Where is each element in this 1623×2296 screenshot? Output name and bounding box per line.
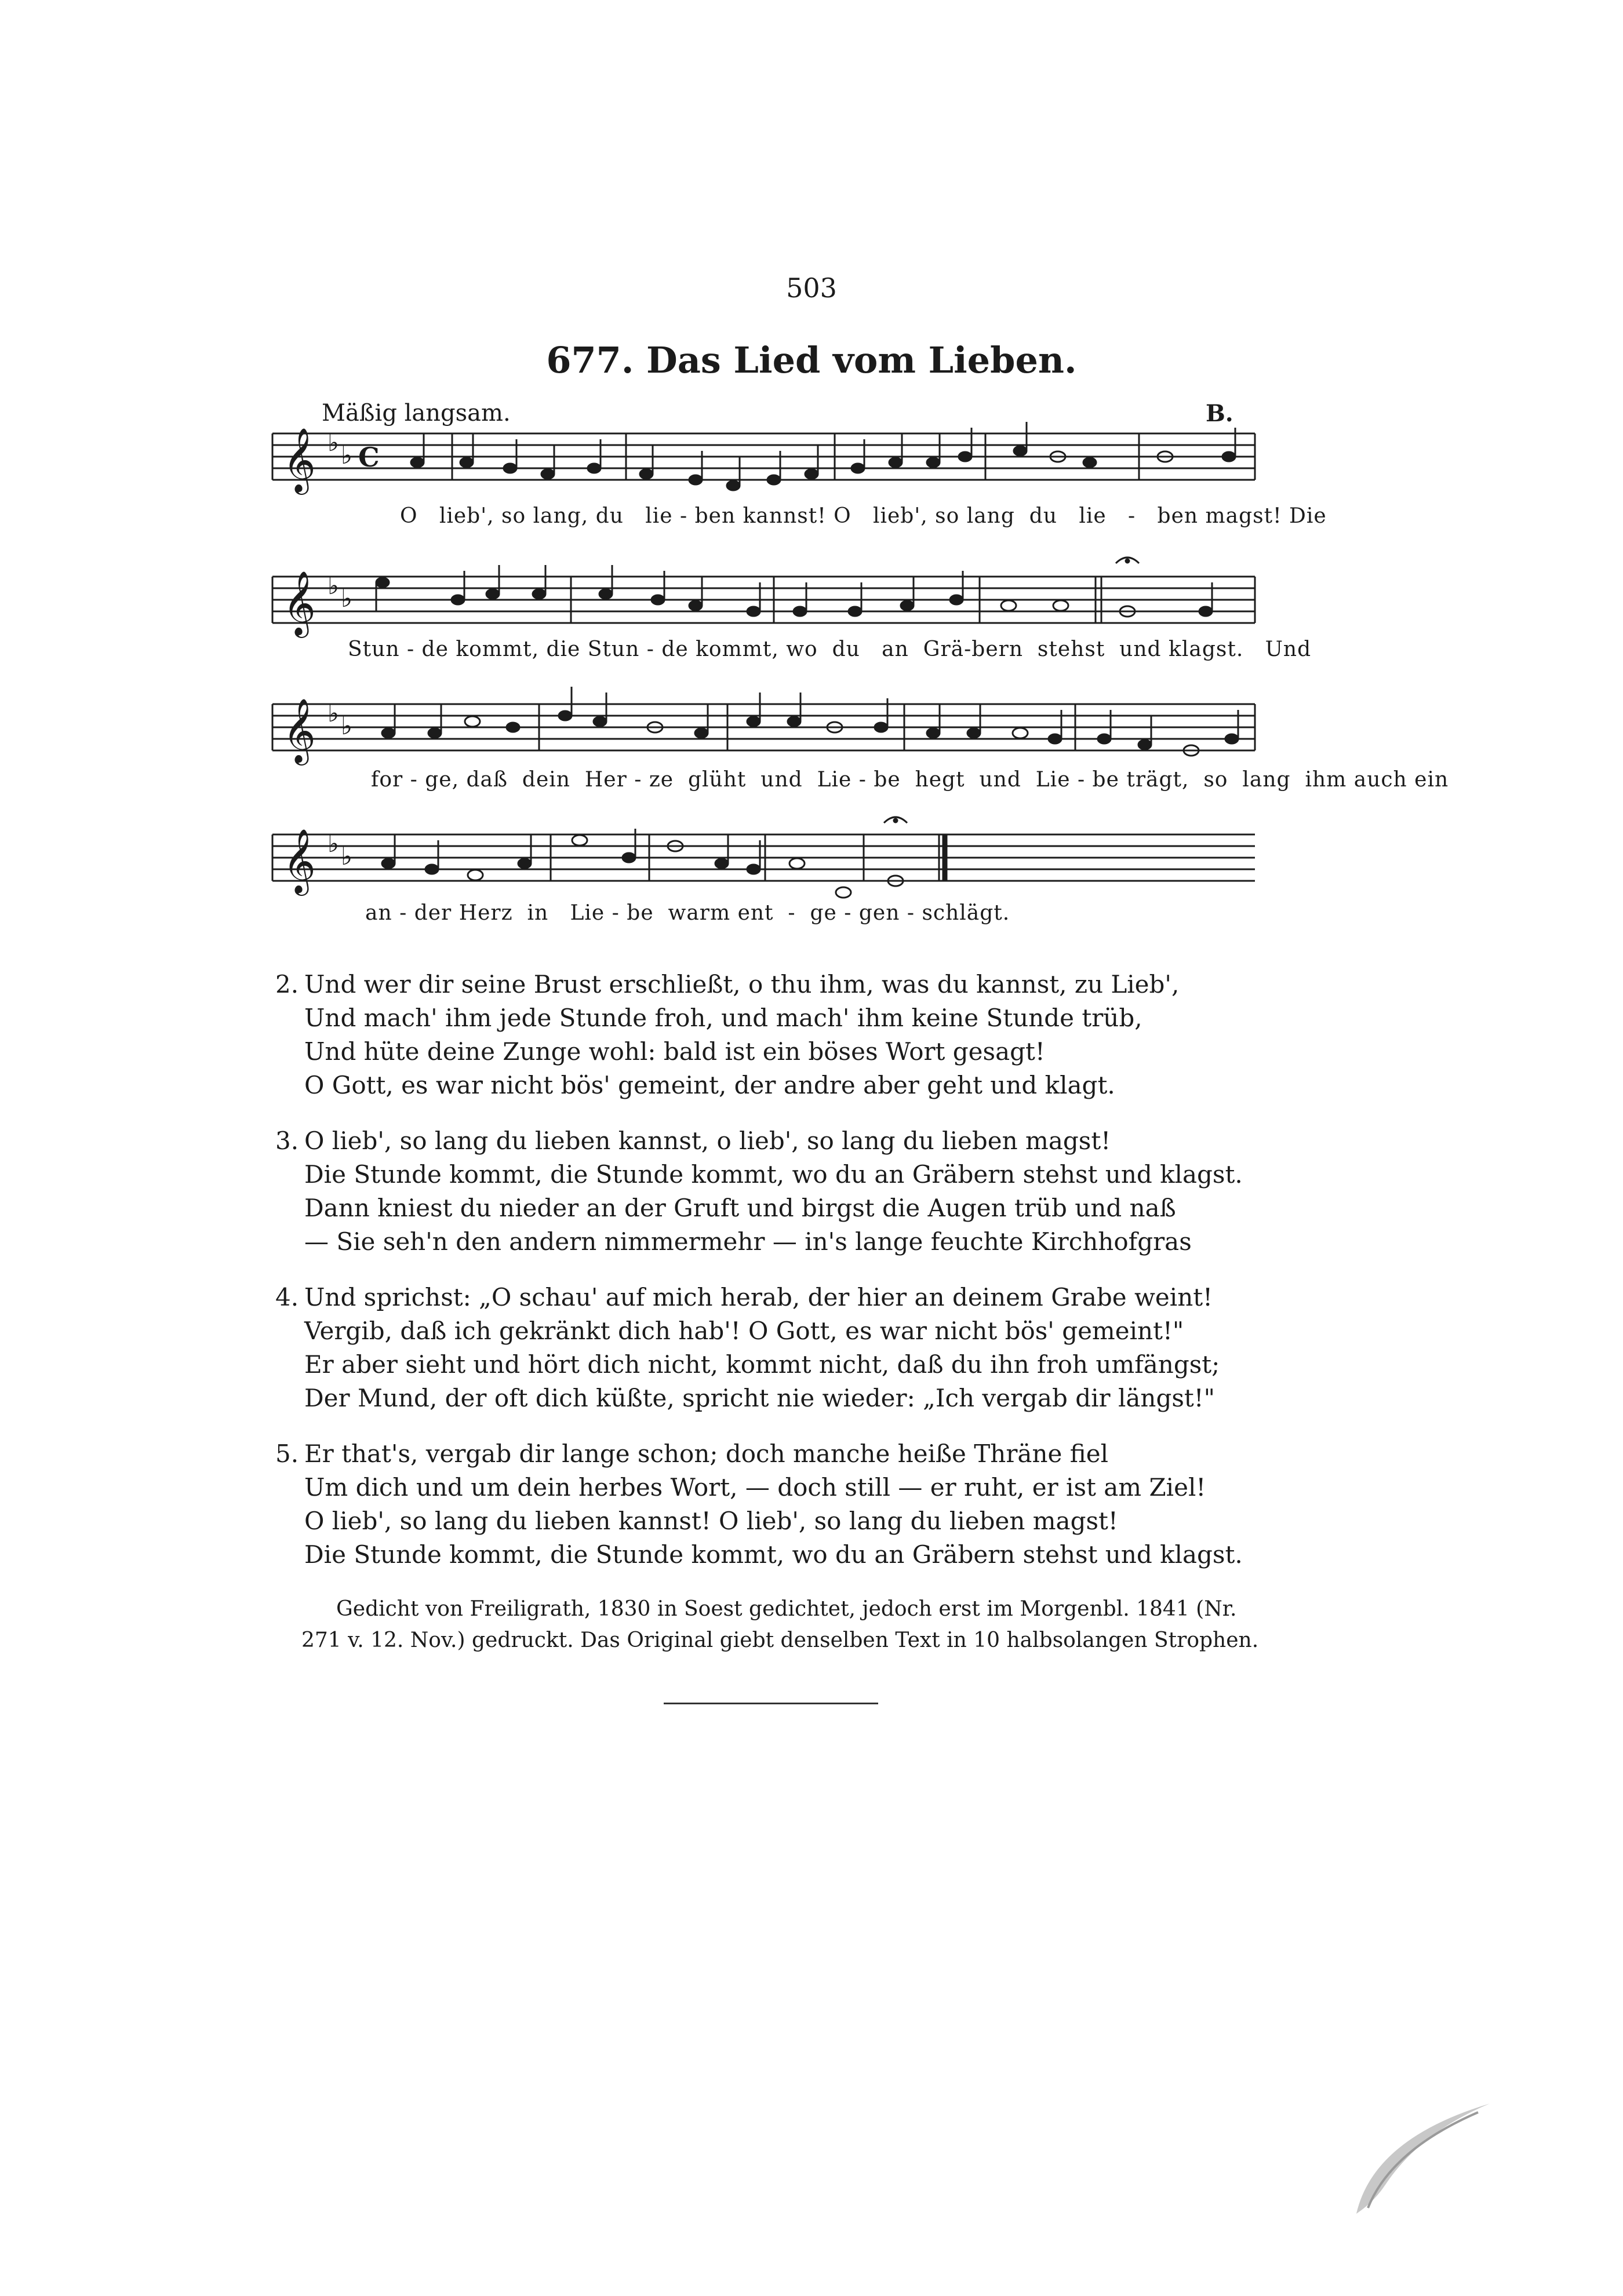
svg-text:𝄞: 𝄞	[283, 570, 316, 635]
svg-text:C: C	[358, 442, 380, 473]
verse-line: Und sprichst: „O schau' auf mich herab, der hier an deinem Grabe weint!	[304, 1283, 1213, 1311]
verse-4	[275, 1281, 1261, 1415]
verse-line: — Sie seh'n den andern nimmermehr — in's lange feuchte Kirchhofgras	[304, 1227, 1192, 1256]
svg-text:𝄞: 𝄞	[283, 698, 316, 763]
staff-system-4	[272, 834, 1255, 881]
verse-line: Und hüte deine Zunge wohl: bald ist ein böses Wort gesagt!	[304, 1037, 1045, 1066]
svg-text:♭: ♭	[341, 584, 352, 613]
verse-line: Die Stunde kommt, die Stunde kommt, wo du an Gräbern stehst und klagst.	[304, 1160, 1243, 1189]
verse-line: Und mach' ihm jede Stunde froh, und mach' ihm keine Stunde trüb,	[304, 1004, 1142, 1032]
scan-artifact-icon	[1351, 2092, 1501, 2220]
verse-number: 4.	[275, 1283, 299, 1311]
page-number: 503	[786, 272, 837, 304]
verse-line: O Gott, es war nicht bös' gemeint, der andre aber geht und klagt.	[304, 1071, 1115, 1099]
treble-clef-icon: 𝄞	[283, 427, 316, 492]
verse-number: 5.	[275, 1439, 299, 1468]
verse-line: Und wer dir seine Brust erschließt, o thu ihm, was du kannst, zu Lieb',	[304, 970, 1180, 998]
verse-line: Um dich und um dein herbes Wort, — doch still — er ruht, er ist am Ziel!	[304, 1473, 1206, 1501]
svg-text:♭: ♭	[341, 441, 352, 469]
source-footnote: Gedicht von Freiligrath, 1830 in Soest gedichtet, jedoch erst im Morgenbl. 1841 (Nr. 271 v. 12. Nov.) gedruckt. Das Original giebt denselben Text in 10 halbsolangen Strophen.	[301, 1597, 1259, 1652]
verse-line: Der Mund, der oft dich küßte, spricht nie wieder: „Ich vergab dir längst!"	[304, 1384, 1215, 1412]
song-title: 677. Das Lied vom Lieben.	[546, 339, 1077, 381]
staff-system-2	[272, 577, 1255, 623]
composer-mark: B.	[1206, 400, 1233, 427]
lyric-line-2: Stun - de kommt, die Stun - de kommt, wo du an Grä-bern stehst und klagst. Und	[348, 637, 1312, 661]
verse-line: Vergib, daß ich gekränkt dich hab'! O Gott, es war nicht bös' gemeint!"	[304, 1317, 1184, 1345]
verse-line: O lieb', so lang du lieben kannst! O lieb', so lang du lieben magst!	[304, 1507, 1118, 1535]
svg-text:♭: ♭	[327, 428, 339, 457]
svg-text:♭: ♭	[327, 829, 339, 858]
verse-number: 3.	[275, 1127, 299, 1155]
verse-5	[275, 1437, 1261, 1572]
verse-number: 2.	[275, 970, 299, 998]
section-divider	[664, 1703, 878, 1704]
verse-line: Er aber sieht und hört dich nicht, kommt nicht, daß du ihn froh umfängst;	[304, 1350, 1220, 1379]
svg-text:𝄞: 𝄞	[283, 828, 316, 893]
svg-text:♭: ♭	[327, 699, 339, 727]
lyric-line-4: an - der Herz in Lie - be warm ent - ge - gen - schlägt.	[365, 901, 1010, 925]
verse-line: Die Stunde kommt, die Stunde kommt, wo du an Gräbern stehst und klagst.	[304, 1540, 1243, 1569]
svg-text:♭: ♭	[327, 571, 339, 600]
svg-text:♭: ♭	[341, 712, 352, 740]
verse-3	[275, 1124, 1261, 1259]
svg-text:♭: ♭	[341, 842, 352, 870]
music-score	[0, 0, 1623, 939]
verse-line: Dann kniest du nieder an der Gruft und birgst die Augen trüb und naß	[304, 1194, 1176, 1222]
verse-line: Er that's, vergab dir lange schon; doch manche heiße Thräne fiel	[304, 1439, 1109, 1468]
verse-2	[275, 968, 1261, 1102]
lyric-line-1: O lieb', so lang, du lie - ben kannst! O lieb', so lang du lie - ben magst! Die	[400, 504, 1327, 528]
lyric-line-3: for - ge, daß dein Her - ze glüht und Lie - be hegt und Lie - be trägt, so lang ihm auch ein	[371, 768, 1449, 792]
verse-line: O lieb', so lang du lieben kannst, o lieb', so lang du lieben magst!	[304, 1127, 1111, 1155]
staff-system-1	[272, 433, 1255, 480]
tempo-marking: Mäßig langsam.	[322, 400, 511, 427]
